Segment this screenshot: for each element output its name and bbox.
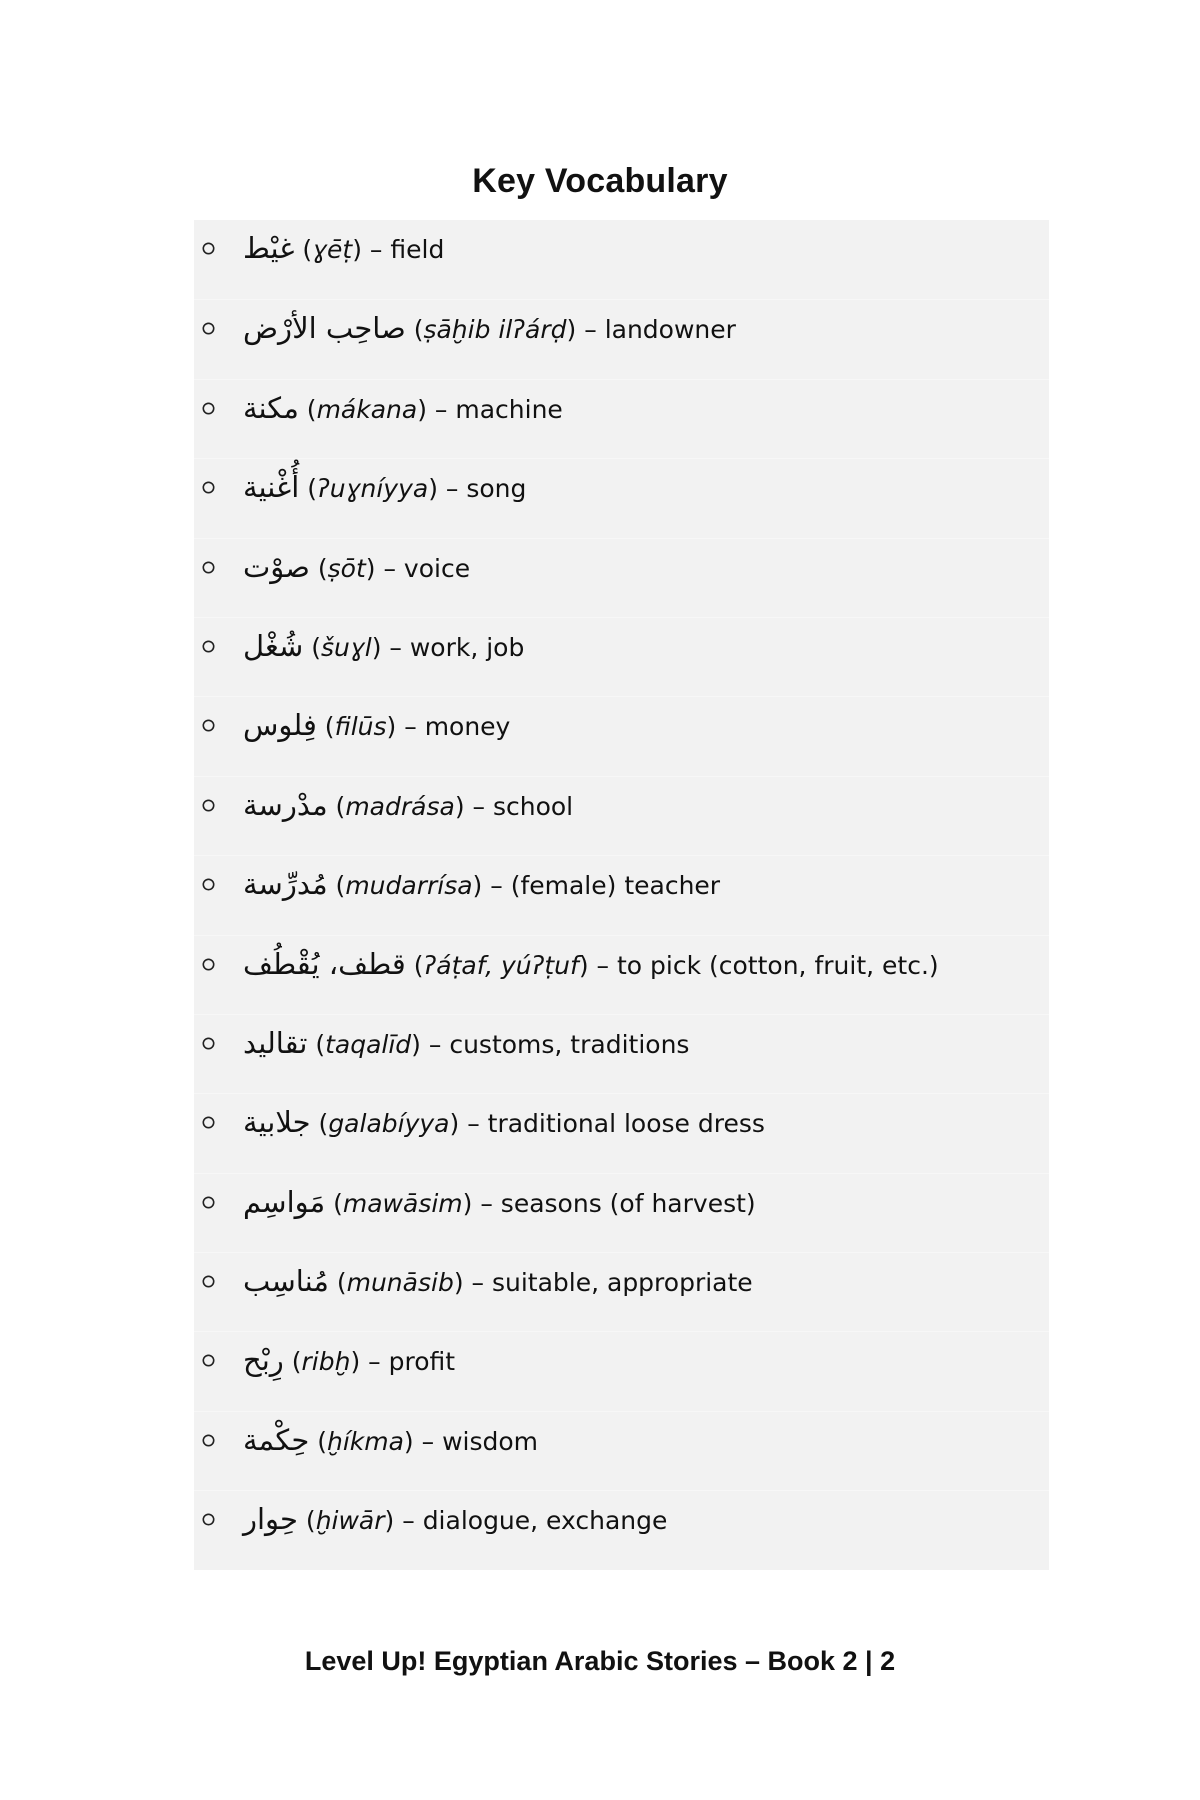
circle-bullet-icon xyxy=(203,720,215,732)
arabic-word: مُدرِّسة xyxy=(243,867,328,902)
arabic-word: رِبْح xyxy=(243,1343,284,1378)
transliteration: ( ʔuɣníyya ) – xyxy=(299,474,466,503)
english-gloss: song xyxy=(466,474,527,504)
vocabulary-item xyxy=(194,299,1049,378)
arabic-word: جلابية xyxy=(243,1105,311,1140)
transliteration: ( mákana ) – xyxy=(299,395,456,424)
transliteration: ( filūs ) – xyxy=(317,712,425,741)
arabic-word: غيْط xyxy=(243,231,295,265)
transliteration: ( ɣēṭ ) – xyxy=(294,235,390,264)
circle-bullet-icon xyxy=(203,243,215,255)
vocabulary-entry xyxy=(243,944,939,986)
vocabulary-entry xyxy=(243,785,573,827)
vocabulary-entry xyxy=(243,626,524,668)
transliteration: ( mudarrísa ) – xyxy=(328,871,511,900)
vocabulary-item xyxy=(194,1173,1049,1252)
circle-bullet-icon xyxy=(203,1276,215,1288)
transliteration: ( taqalīd ) – xyxy=(307,1030,449,1059)
vocabulary-entry xyxy=(243,388,563,430)
english-gloss: to pick (cotton, fruit, etc.) xyxy=(616,950,939,980)
english-gloss: work, job xyxy=(409,632,525,662)
english-gloss: dialogue, exchange xyxy=(422,1506,668,1536)
circle-bullet-icon xyxy=(203,640,215,652)
english-gloss: machine xyxy=(455,394,563,424)
circle-bullet-icon xyxy=(203,879,215,891)
arabic-word: مَواسِم xyxy=(243,1184,326,1219)
arabic-word: فِلوس xyxy=(243,708,317,743)
vocabulary-item xyxy=(194,379,1049,458)
circle-bullet-icon xyxy=(203,1514,215,1526)
english-gloss: suitable, appropriate xyxy=(491,1268,753,1298)
vocabulary-item xyxy=(194,696,1049,775)
english-gloss: wisdom xyxy=(442,1426,539,1456)
transliteration: ( ʔáṭaf, yúʔṭuf ) – xyxy=(406,951,617,980)
vocabulary-entry xyxy=(243,467,526,509)
circle-bullet-icon xyxy=(203,323,215,335)
vocabulary-item xyxy=(194,458,1049,537)
vocabulary-item xyxy=(194,1411,1049,1490)
vocabulary-entry xyxy=(243,1182,756,1224)
arabic-word: تقاليد xyxy=(243,1025,308,1060)
vocabulary-entry xyxy=(243,1261,753,1303)
vocabulary-entry xyxy=(243,1340,455,1382)
vocabulary-entry xyxy=(243,864,720,906)
english-gloss: field xyxy=(390,235,445,264)
arabic-word: صوْت xyxy=(243,549,310,584)
arabic-word: أُغْنية xyxy=(243,470,300,505)
vocabulary-item xyxy=(194,617,1049,696)
circle-bullet-icon xyxy=(203,958,215,970)
circle-bullet-icon xyxy=(203,1117,215,1129)
arabic-word: قطف، يُقْطُف xyxy=(243,946,406,981)
transliteration: ( galabíyya ) – xyxy=(311,1109,488,1138)
transliteration: ( mawāsim ) – xyxy=(325,1189,501,1218)
circle-bullet-icon xyxy=(203,799,215,811)
arabic-word: مكنة xyxy=(243,390,299,425)
english-gloss: landowner xyxy=(604,315,736,345)
vocabulary-entry xyxy=(243,1023,689,1065)
vocabulary-entry xyxy=(243,1420,538,1462)
english-gloss: traditional loose dress xyxy=(487,1109,765,1139)
english-gloss: customs, traditions xyxy=(449,1029,690,1059)
vocabulary-entry xyxy=(243,1102,765,1144)
vocabulary-item xyxy=(194,1331,1049,1410)
vocabulary-item xyxy=(194,1490,1049,1569)
arabic-word: شُغْل xyxy=(243,628,304,663)
vocabulary-item xyxy=(194,1252,1049,1331)
transliteration: ( ḫiwār ) – xyxy=(298,1506,423,1535)
vocabulary-item xyxy=(194,1093,1049,1172)
circle-bullet-icon xyxy=(203,1434,215,1446)
english-gloss: school xyxy=(492,791,574,821)
english-gloss: profit xyxy=(388,1347,456,1377)
transliteration: ( ḫíkma ) – xyxy=(309,1427,442,1456)
vocabulary-item xyxy=(194,538,1049,617)
vocabulary-item xyxy=(194,935,1049,1014)
vocabulary-entry xyxy=(243,308,736,350)
vocabulary-entry xyxy=(243,1499,667,1541)
transliteration: ( ṣāḫib ilʔárḍ ) – xyxy=(406,315,605,344)
circle-bullet-icon xyxy=(203,482,215,494)
english-gloss: voice xyxy=(403,553,471,583)
english-gloss: seasons (of harvest) xyxy=(500,1188,756,1218)
vocabulary-item xyxy=(194,220,1049,299)
arabic-word: مُناسِب xyxy=(243,1264,329,1299)
page-footer: Level Up! Egyptian Arabic Stories – Book 2 | 2 xyxy=(304,1646,896,1676)
circle-bullet-icon xyxy=(203,561,215,573)
arabic-word: صاحِب الأرْض xyxy=(243,311,406,346)
vocabulary-entry xyxy=(243,705,510,747)
transliteration: ( munāsib ) – xyxy=(329,1268,492,1297)
page-title: Key Vocabulary xyxy=(472,162,728,200)
english-gloss: money xyxy=(424,712,511,742)
vocabulary-item xyxy=(194,1014,1049,1093)
circle-bullet-icon xyxy=(203,1196,215,1208)
circle-bullet-icon xyxy=(203,402,215,414)
circle-bullet-icon xyxy=(203,1037,215,1049)
transliteration: ( madrása ) – xyxy=(328,792,493,821)
arabic-word: حِوار xyxy=(243,1502,298,1537)
transliteration: ( ribḫ ) – xyxy=(284,1347,389,1376)
vocabulary-item xyxy=(194,776,1049,855)
english-gloss: (female) teacher xyxy=(510,871,721,901)
circle-bullet-icon xyxy=(203,1355,215,1367)
transliteration: ( ṣōt ) – xyxy=(310,554,404,583)
transliteration: ( šuɣl ) – xyxy=(303,633,410,662)
arabic-word: مدْرسة xyxy=(243,787,328,822)
vocabulary-entry xyxy=(243,547,470,589)
arabic-word: حِكْمة xyxy=(243,1422,310,1457)
vocabulary-item xyxy=(194,855,1049,934)
vocabulary-list xyxy=(194,220,1049,1570)
vocabulary-entry xyxy=(243,228,444,270)
